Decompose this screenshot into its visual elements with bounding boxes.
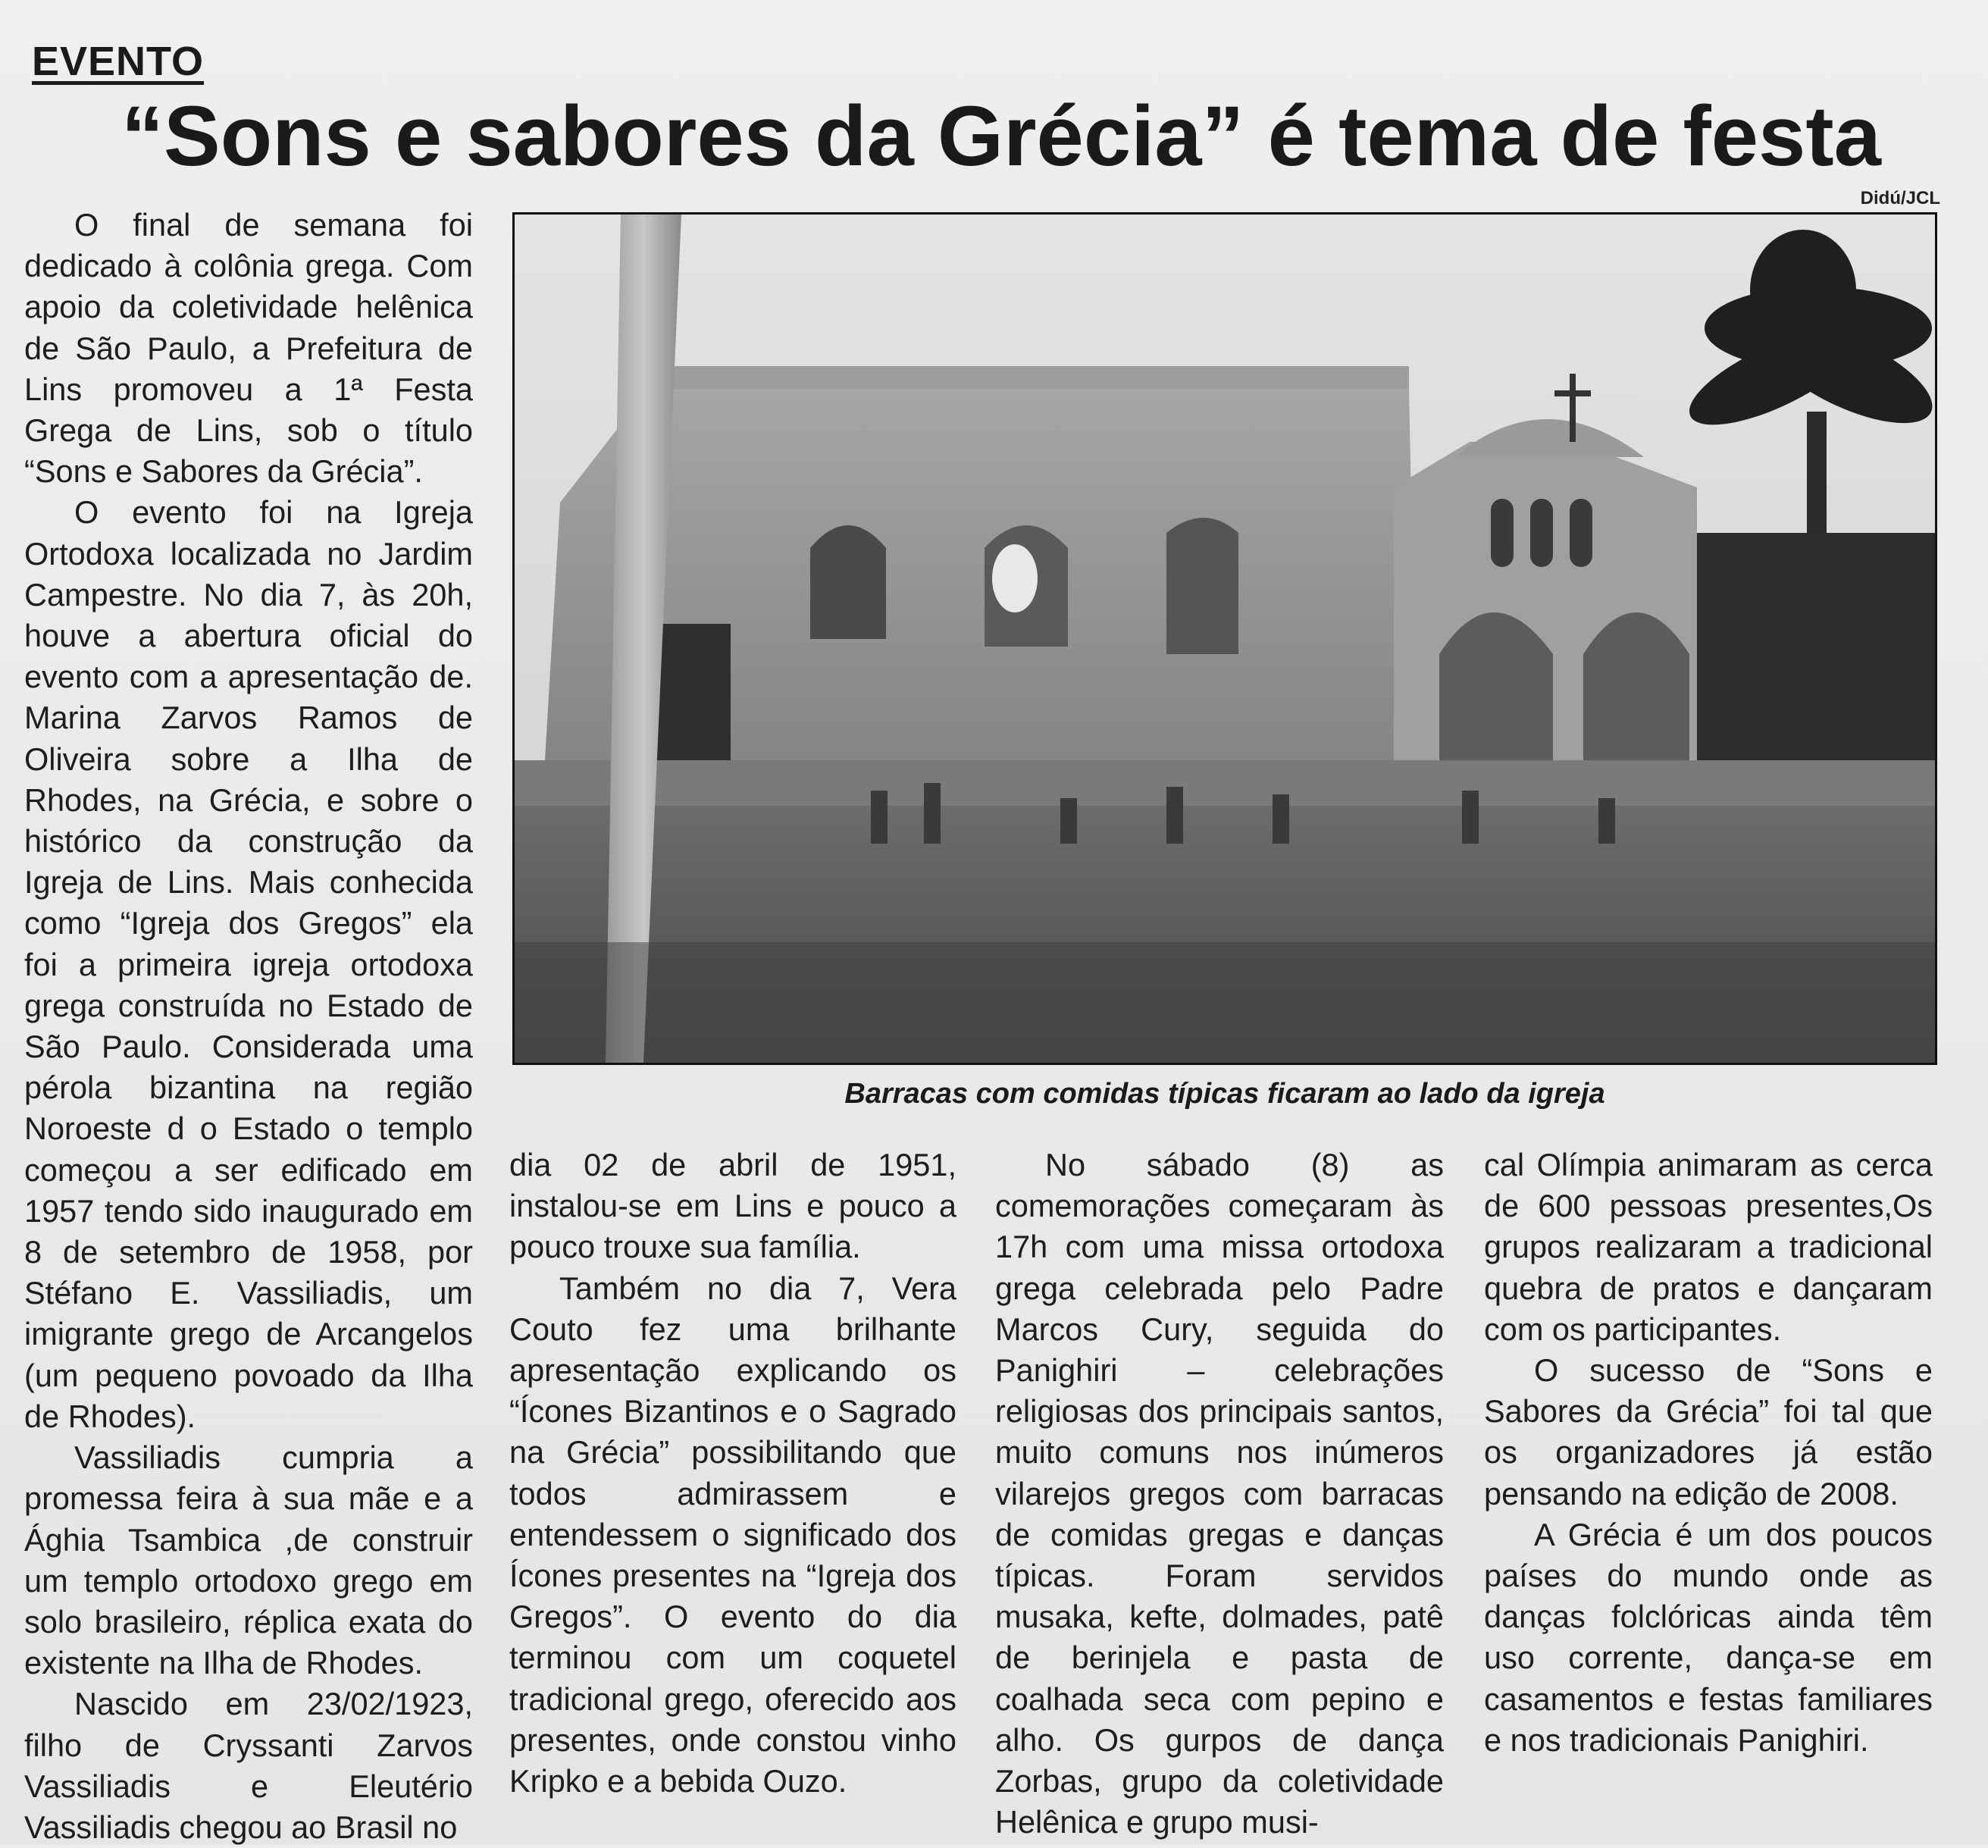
article-column-1	[24, 205, 473, 1848]
paragraph: O evento foi na Igreja Ortodoxa localizada no Jardim Campestre. No dia 7, às 20h, houve a abertura oficial do evento com a apresentação de. Marina Zarvos Ramos de Oliveira sobre a Ilha de Rhodes, na Grécia, e sobre o histórico da construção da Igreja de Lins. Mais conhecida como “Igreja dos Gregos” ela foi a primeira igreja ortodoxa grega construída no Estado de São Paulo. Considerada uma pérola bizantina na região Noroeste d o Estado o templo começou a ser edificado em 1957 tendo sido inaugurado em 8 de setembro de 1958, por Stéfano E. Vassiliadis, um imigrante grego de Arcangelos (um pequeno povoado da Ilha de Rhodes).	[24, 494, 473, 1434]
church-photo	[512, 212, 1937, 1065]
headline: “Sons e sabores da Grécia” é tema de festa	[121, 89, 1881, 183]
paragraph: A Grécia é um dos poucos países do mundo onde as danças folclóricas ainda têm uso corrente, dança-se em casamentos e festas familiares e nos tradicionais Panighiri.	[1484, 1516, 1933, 1758]
paragraph: O final de semana foi dedicado à colônia grega. Com apoio da coletividade helênica de São Paulo, a Prefeitura de Lins promoveu a 1ª Festa Grega de Lins, sob o título “Sons e Sabores da Grécia”.	[24, 207, 473, 490]
paragraph: O sucesso de “Sons e Sabores da Grécia” foi tal que os organizadores já estão pensando na edição de 2008.	[1484, 1352, 1933, 1511]
paragraph: No sábado (8) as comemorações começaram às 17h com uma missa ortodoxa grega celebrada pelo Padre Marcos Cury, seguida do Panighiri – celebrações religiosas dos principais santos, muito comuns nos inúmeros vilarejos gregos com barracas de comidas gregas e danças típicas. Foram servidos musaka, kefte, dolmades, patê de berinjela e pasta de coalhada seca com pepino e alho. Os gurpos de dança Zorbas, grupo da coletividade Helênica e grupo musi-	[995, 1147, 1444, 1840]
photo-caption: Barracas com comidas típicas ficaram ao lado da igreja	[844, 1078, 1605, 1110]
paragraph: dia 02 de abril de 1951, instalou-se em Lins e pouco a pouco trouxe sua família.	[509, 1147, 956, 1265]
paragraph: Vassiliadis cumpria a promessa feira à sua mãe e a Ághia Tsambica ,de construir um templo ortodoxo grego em solo brasileiro, réplica exata do existente na Ilha de Rhodes.	[24, 1439, 473, 1681]
paragraph: cal Olímpia animaram as cerca de 600 pessoas presentes,Os grupos realizaram a tradicional quebra de pratos e dançaram com os participantes.	[1484, 1147, 1933, 1347]
paragraph: Nascido em 23/02/1923, filho de Cryssanti Zarvos Vassiliadis e Eleutério Vassiliadis chegou ao Brasil no	[24, 1686, 473, 1845]
article-column-4	[1484, 1145, 1933, 1761]
article-column-3	[995, 1145, 1444, 1843]
paragraph: Também no dia 7, Vera Couto fez uma brilhante apresentação explicando os “Ícones Bizantinos e o Sagrado na Grécia” possibilitando que todos admirassem e entendessem o significado dos Ícones presentes na “Igreja dos Gregos”. O evento do dia terminou com um coquetel tradicional grego, oferecido aos presentes, onde constou vinho Kripko e a bebida Ouzo.	[509, 1270, 956, 1799]
photo-credit: Didú/JCL	[1860, 188, 1940, 208]
section-label: EVENTO	[32, 39, 205, 84]
article-column-2	[509, 1145, 956, 1802]
